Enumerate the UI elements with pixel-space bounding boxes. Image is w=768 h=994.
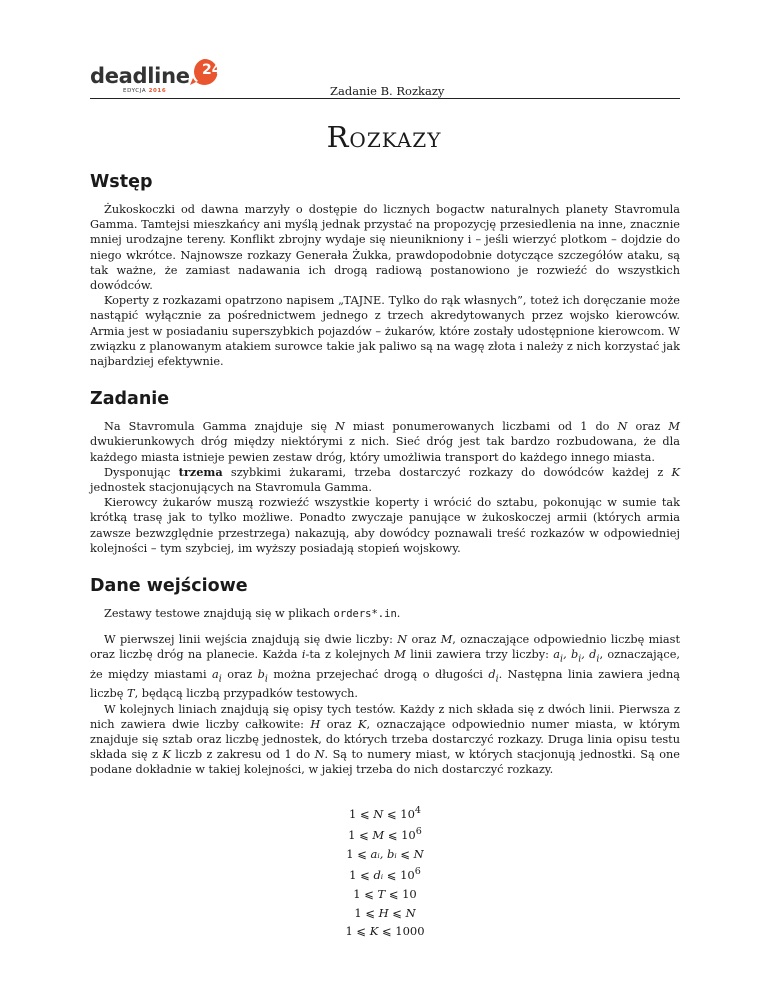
logo-number: 24 [202,62,222,78]
zadanie-paragraph-2: Dysponując trzema szybkimi żukarami, trzeba dostarczyć rozkazy do dowódców każdej z K jednostek stacjonujących na Stavromula Gamma. [90,464,680,495]
logo-badge-icon [190,58,224,86]
document-body [90,172,680,961]
constraint-t: 1 ⩽ T ⩽ 10 [353,886,417,901]
constraint-m: 1 ⩽ M ⩽ $10^6$ [348,826,422,842]
constraint-h: 1 ⩽ H ⩽ N [354,905,416,920]
constraint-k: 1 ⩽ K ⩽ 1000 [345,924,425,939]
constraint-d: 1 ⩽ dᵢ ⩽ $10^6$ [349,866,421,883]
logo-word: deadline [90,64,190,88]
wstep-paragraph-1: Żukoskoczki od dawna marzyły o dostępie do licznych bogactw naturalnych planety Stavromula Gamma. Tamtejsi mieszkańcy ani myślą jednak przystać na propozycję przesiedlenia na inne, znacznie mniej urodzajne tereny. Konflikt zbrojny wydaje się nieunikniony i – jeśli wierzyć plotkom – dojdzie do niego wkrótce. Najnowsze rozkazy Generała Żukka, prawdopodobnie dotyczące szczegółów ataku, są tak ważne, że zamiast nadawania ich drogą radiową postanowiono je rozwieźć do wszystkich dowódców. [90,203,680,293]
constraints-block [90,802,680,941]
dane-paragraph-1: W pierwszej linii wejścia znajdują się dwie liczby: N oraz M, oznaczające odpowiednio liczbę miast oraz liczbę dróg na planecie. Każda i-ta z kolejnych M linii zawiera trzy liczby: $a_i$, $b_i$, $d_i$, oznaczające, że między miastami $a_i$ oraz $b_i$ można przejechać drogą o długości $d_i$. Następna linia zawiera jedną liczbę T, będącą liczbą przypadków testowych. [90,633,680,701]
section-zadanie [90,389,680,556]
zadanie-paragraph-3: Kierowcy żukarów muszą rozwieźć wszystkie koperty i wrócić do sztabu, pokonując w sumie tak krótką trasę jak to tylko możliwe. Ponadto zwyczaje panujące w żukoskoczej armii (których armia zawsze bezwzględnie przestrzega) nakazują, aby dowódcy poznawali treść rozkazów w odpowiedniej kolejności – tym szybciej, im wyższy posiadają stopień wojskowy. [90,496,680,555]
deadline24-logo [90,58,230,98]
input-files-note: Zestawy testowe znajdują się w plikach orders*.in. [104,607,401,621]
wstep-paragraph-2: Koperty z rozkazami opatrzono napisem „TAJNE. Tylko do rąk własnych”, toteż ich doręczanie może nastąpić wyłącznie za pośrednictwem jednego z trzech akredytowanych przez wojsko kierowców. Armia jest w posiadaniu superszybkich pojazdów – żukarów, które zostały udostępnione kierowcom. W związku z planowanym atakiem surowce takie jak paliwo są na wagę złota i należy z nich korzystać jak najbardziej efektywnie. [90,294,680,369]
section-heading-wstep: Wstęp [90,172,153,192]
constraint-ab: 1 ⩽ aᵢ, bᵢ ⩽ N [346,846,424,861]
header-divider [90,98,680,99]
dane-paragraph-2: W kolejnych liniach znajdują się opisy tych testów. Każdy z nich składa się z dwóch linii. Pierwsza z nich zawiera dwie liczby całkowite: H oraz K, oznaczające odpowiednio numer miasta, w którym znajduje się sztab oraz liczbę jednostek, do których trzeba dostarczyć rozkazy. Druga linia opisu testu składa się z K liczb z zakresu od 1 do N. Są to numery miast, w których stacjonują jednostki. Są one podane dokładnie w takiej kolejności, w jakiej trzeba do nich dostarczyć rozkazy. [90,702,680,777]
zadanie-paragraph-1: Na Stavromula Gamma znajduje się N miast ponumerowanych liczbami od 1 do N oraz M dwukierunkowych dróg między niektórymi z nich. Sieć dróg jest tak bardzo rozbudowana, że dla każdego miasta istnieje pewien zestaw dróg, który umożliwia transport do każdego innego miasta. [90,420,680,464]
section-heading-zadanie: Zadanie [90,389,170,410]
task-header-title: Zadanie B. Rozkazy [330,84,445,98]
page-title: Rozkazy [326,120,442,154]
section-dane-wejsciowe [90,576,680,941]
logo-edition: EDYCJA 2016 [123,88,167,94]
section-heading-dane: Dane wejściowe [90,576,248,597]
section-wstep [90,172,680,369]
constraint-n: 1 ⩽ N ⩽ $10^4$ [348,804,422,821]
